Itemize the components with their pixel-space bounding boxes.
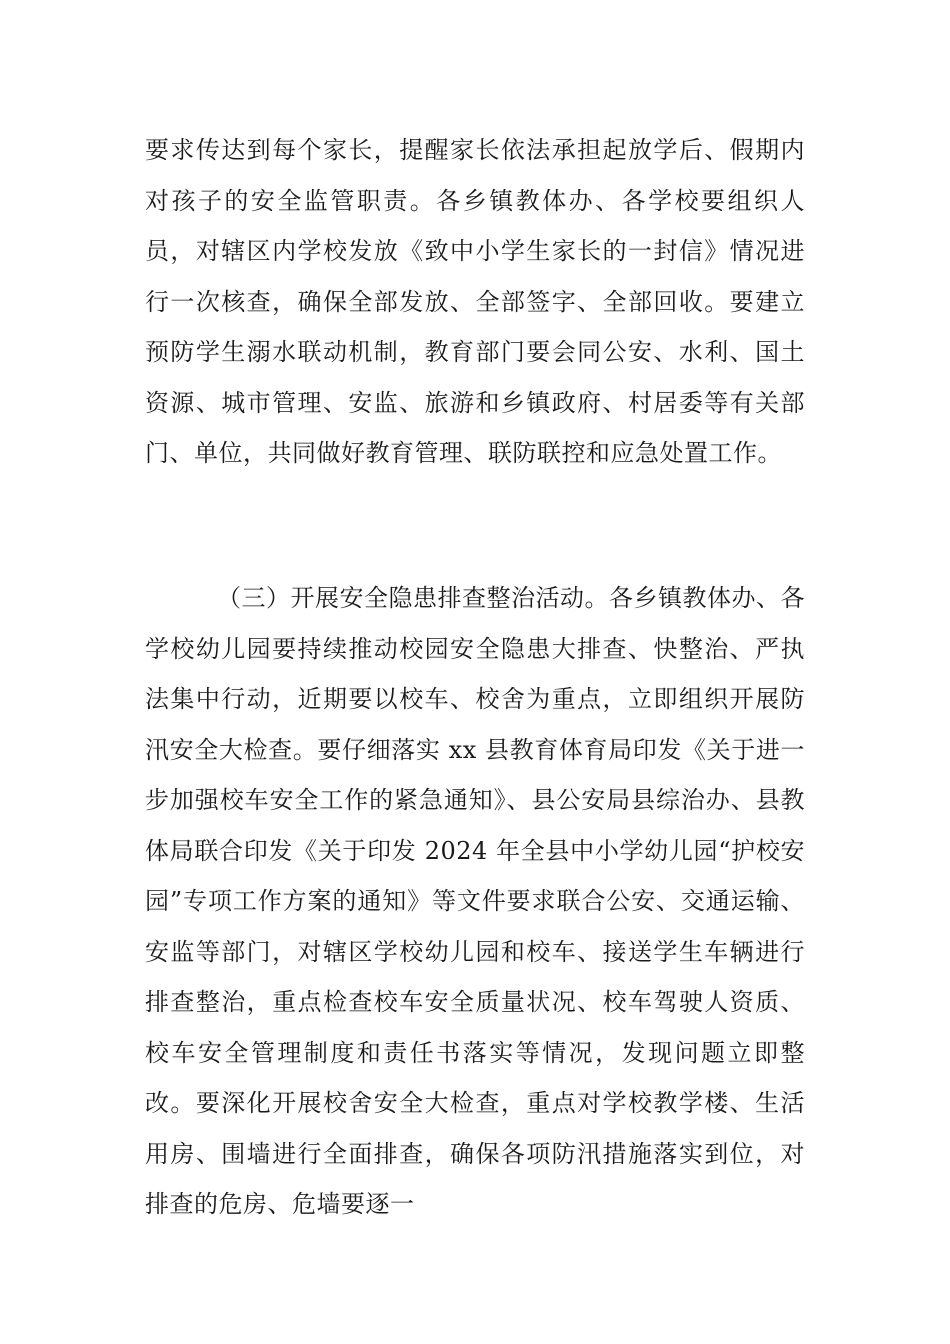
- section-paragraph: （三）开展安全隐患排查整治活动。各乡镇教体办、各学校幼儿园要持续推动校园安全隐患大排查、快整治、严执法集中行动，近期要以校车、校舍为重点，立即组织开展防汛安全大检查。要仔细落实 xx 县教育体育局印发《关于进一步加强校车安全工作的紧急通知》、县公安局县综治办、县教体局联合印发《关于印发 2024 年全县中小学幼儿园“护校安园”专项工作方案的通知》等文件要求联合公安、交通运输、安监等部门，对辖区学校幼儿园和校车、接送学生车辆进行排查整治，重点检查校车安全质量状况、校车驾驶人资质、校车安全管理制度和责任书落实等情况，发现问题立即整改。要深化开展校舍安全大检查，重点对学校教学楼、生活用房、围墙进行全面排查，确保各项防汛措施落实到位，对排查的危房、危墙要逐一: [145, 584, 805, 1218]
- body-paragraph: 要求传达到每个家长，提醒家长依法承担起放学后、假期内对孩子的安全监管职责。各乡镇教体办、各学校要组织人员，对辖区内学校发放《致中小学生家长的一封信》情况进行一次核查，确保全部发放、全部签字、全部回收。要建立预防学生溺水联动机制，教育部门要会同公安、水利、国土资源、城市管理、安监、旅游和乡镇政府、村居委等有关部门、单位，共同做好教育管理、联防联控和应急处置工作。: [145, 136, 805, 467]
